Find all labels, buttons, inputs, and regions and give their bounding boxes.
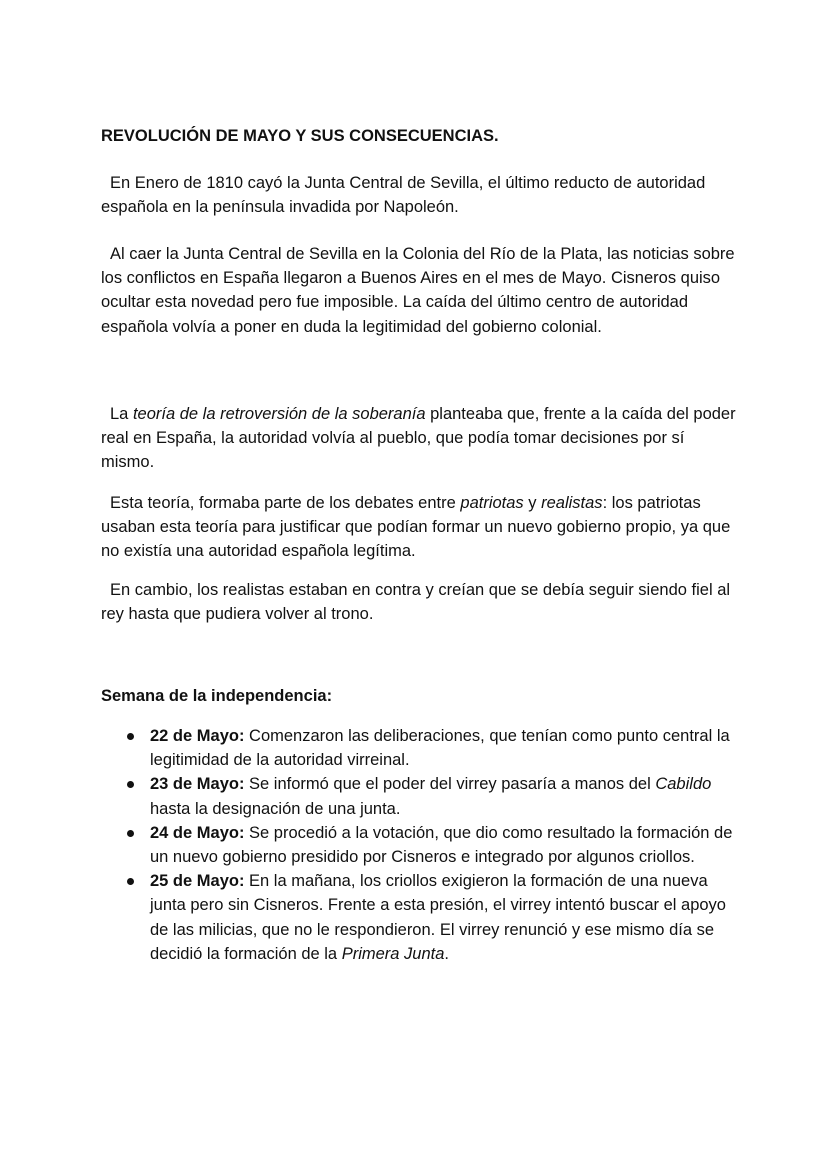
document-title: REVOLUCIÓN DE MAYO Y SUS CONSECUENCIAS. <box>101 127 499 145</box>
paragraph-1-text: En Enero de 1810 cayó la Junta Central de Sevilla, el último reducto de autoridad española en la península invadida por Napoleón. <box>101 174 706 217</box>
paragraph-4 <box>101 491 741 564</box>
list-item-text: En la mañana, los criollos exigieron la formación de una nueva junta pero sin Cisneros. Frente a esta presión, el virrey intentó buscar el apoyo de las milicias, que no le respondieron. El virrey renunció y ese mismo día se decidió la formación de la <box>150 872 726 963</box>
list-item-date: 23 de Mayo: <box>150 775 245 794</box>
paragraph-2 <box>101 242 741 339</box>
list-item-text: Comenzaron las deliberaciones, que tenían como punto central la legitimidad de la autoridad virreinal. <box>150 727 730 770</box>
list-item-23-mayo <box>101 772 741 820</box>
list-item-italic: Cabildo <box>655 775 712 794</box>
paragraph-4-italic-patriotas: patriotas <box>460 494 524 512</box>
list-item-text: Se procedió a la votación, que dio como resultado la formación de un nuevo gobierno presidido por Cisneros e integrado por algunos criollos. <box>150 823 733 867</box>
list-item-text-after: hasta la designación de una junta. <box>150 799 401 818</box>
list-item-text: Se informó que el poder del virrey pasaría a manos del <box>244 775 656 794</box>
paragraph-4-before: Esta teoría, formaba parte de los debates entre <box>110 494 461 512</box>
list-item-date: 22 de Mayo: <box>150 727 245 745</box>
section-title: Semana de la independencia: <box>101 687 333 705</box>
bullet-icon <box>127 830 134 837</box>
bullet-icon <box>127 733 134 740</box>
bullet-icon <box>127 878 134 885</box>
bullet-icon <box>127 781 134 788</box>
paragraph-1 <box>101 171 741 219</box>
paragraph-3-before: La <box>110 405 133 423</box>
list-item-25-mayo <box>101 869 741 966</box>
paragraph-5 <box>101 578 741 626</box>
paragraph-3 <box>101 402 741 475</box>
list-item-italic: Primera Junta <box>341 944 445 963</box>
paragraph-3-italic: teoría de la retroversión de la soberanía <box>132 405 426 423</box>
paragraph-3-after: planteaba que, frente a la caída del poder real en España, la autoridad volvía al pueblo, que podía tomar decisiones por sí mismo. <box>101 405 736 472</box>
paragraph-4-middle: y <box>523 494 542 512</box>
paragraph-2-text: Al caer la Junta Central de Sevilla en la Colonia del Río de la Plata, las noticias sobre los conflictos en España llegaron a Buenos Aires en el mes de Mayo. Cisneros quiso ocultar esta novedad pero fue imposible. La caída del último centro de autoridad española volvía a poner en duda la legitimidad del gobierno colonial. <box>101 245 735 336</box>
list-item-date: 25 de Mayo: <box>150 872 245 891</box>
paragraph-5-text: En cambio, los realistas estaban en contra y creían que se debía seguir siendo fiel al rey hasta que pudiera volver al trono. <box>101 581 731 624</box>
list-item-24-mayo <box>101 821 741 869</box>
paragraph-4-after: : los patriotas usaban esta teoría para justificar que podían formar un nuevo gobierno propio, ya que no existía una autoridad española legítima. <box>101 494 731 561</box>
list-item-text-after: . <box>444 944 450 963</box>
list-item-date: 24 de Mayo: <box>150 823 245 842</box>
list-item-22-mayo <box>101 724 741 772</box>
timeline-list <box>101 724 741 966</box>
paragraph-4-italic-realistas: realistas <box>541 494 603 512</box>
